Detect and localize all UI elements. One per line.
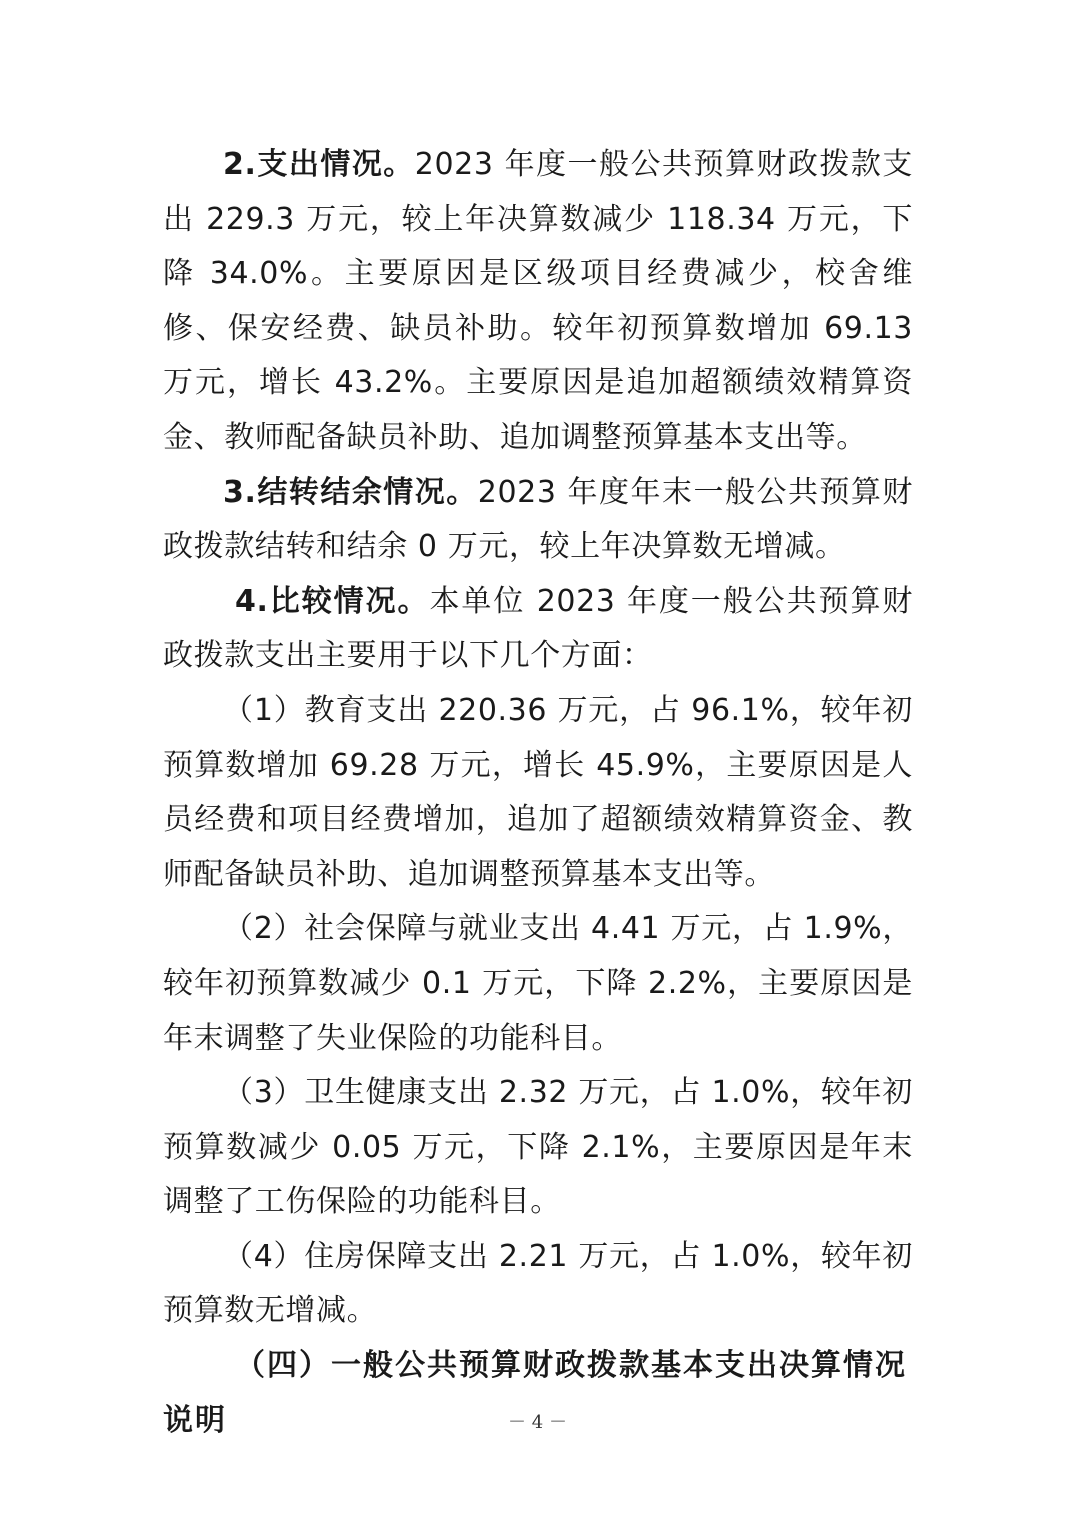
paragraph-text: 2023 年度一般公共预算财政拨款支出 229.3 万元，较上年决算数减少 118.34 万元，下降 34.0%。主要原因是区级项目经费减少，校舍维修、保安经费、缺员补助。较年初预算数增加 69.13 万元，增长 43.2%。主要原因是追加超额绩效精算资金、教师配备缺员补助、追加调整预算基本支出等。 — [163, 147, 913, 455]
paragraph-health — [163, 1066, 913, 1230]
paragraph-text: （4）住房保障支出 2.21 万元，占 1.0%，较年初预算数无增减。 — [163, 1238, 913, 1329]
paragraph-text: （3）卫生健康支出 2.32 万元，占 1.0%，较年初预算数减少 0.05 万元，下降 2.1%，主要原因是年末调整了工伤保险的功能科目。 — [163, 1075, 913, 1220]
paragraph-text: （2）社会保障与就业支出 4.41 万元，占 1.9%，较年初预算数减少 0.1 万元，下降 2.2%，主要原因是年末调整了失业保险的功能科目。 — [163, 911, 913, 1056]
paragraph-carryover — [163, 466, 913, 575]
paragraph-text: 2023 年度年末一般公共预算财政拨款结转和结余 0 万元，较上年决算数无增减。 — [163, 474, 914, 565]
paragraph-social-security — [163, 902, 913, 1066]
paragraph-lead: 4.比较情况。 — [235, 583, 430, 619]
paragraph-lead: 2.支出情况。 — [223, 147, 415, 182]
paragraph-education — [163, 684, 913, 902]
paragraph-expenditure — [163, 138, 913, 466]
paragraph-text: （1）教育支出 220.36 万元，占 96.1%，较年初预算数增加 69.28 万元，增长 45.9%，主要原因是人员经费和项目经费增加，追加了超额绩效精算资金、教师配备缺员补助、追加调整预算基本支出等。 — [163, 692, 913, 892]
paragraph-housing — [163, 1230, 913, 1339]
page-number: － 4 － — [508, 1412, 567, 1433]
paragraph-lead: 3.结转结余情况。 — [223, 474, 478, 510]
document-body — [163, 138, 913, 1448]
section-heading: （四）一般公共预算财政拨款基本支出决算情况说明 — [163, 1348, 907, 1438]
paragraph-comparison — [163, 575, 913, 684]
paragraph-text: 本单位 2023 年度一般公共预算财政拨款支出主要用于以下几个方面： — [163, 583, 913, 674]
